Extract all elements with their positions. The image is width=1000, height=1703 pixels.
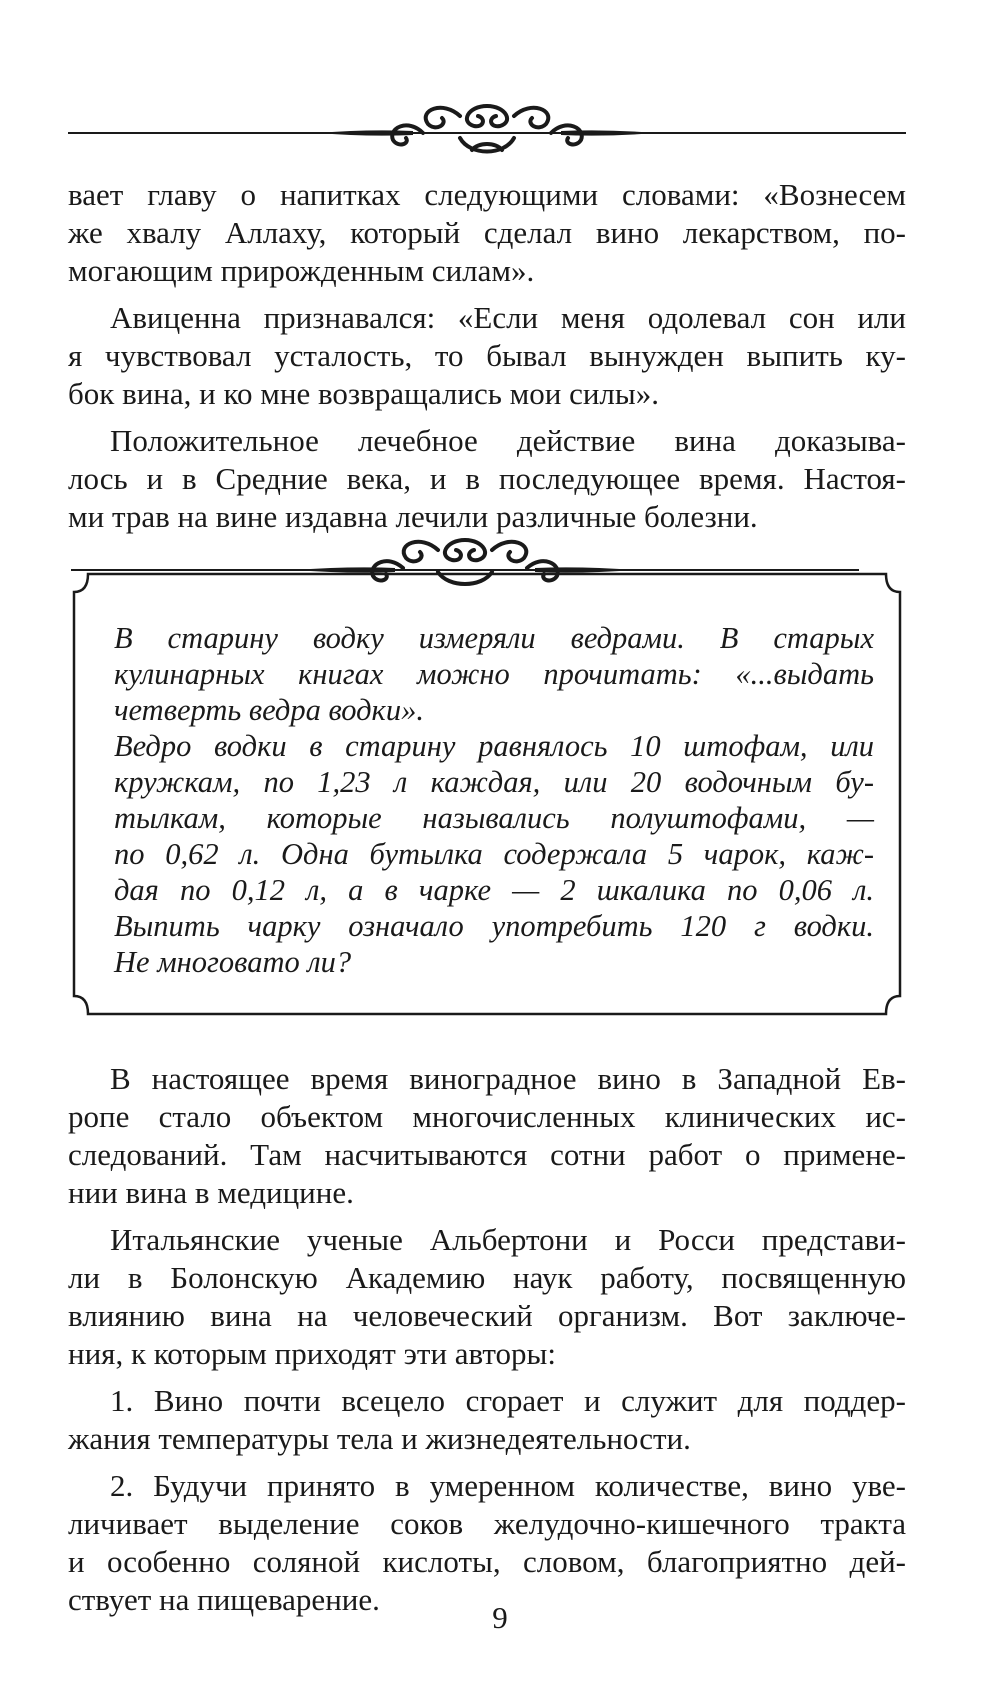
- text-line: ми трав на вине издавна лечили различные болезни.: [68, 499, 758, 534]
- sidebar-line: дая по 0,12 л, а в чарке — 2 шкалика по 0,06 л.: [114, 873, 874, 907]
- sidebar-text: [114, 620, 874, 980]
- text-line: ния, к которым приходят эти авторы:: [68, 1336, 556, 1371]
- text-line: ствует на пищеварение.: [68, 1582, 380, 1617]
- sidebar-line: четверть ведра водки».: [114, 693, 424, 727]
- text-line: жания температуры тела и жизнедеятельности.: [68, 1421, 691, 1456]
- text-line: В настоящее время виноградное вино в Западной Ев-: [110, 1061, 906, 1096]
- body-text-upper: [68, 176, 906, 536]
- paragraph: [68, 1060, 906, 1212]
- text-line: же хвалу Аллаху, который сделал вино лекарством, по-: [68, 215, 906, 250]
- sidebar-line: В старину водку измеряли ведрами. В старых: [114, 621, 874, 655]
- body-text-lower: [68, 1060, 906, 1619]
- text-line: лось и в Средние века, и в последующее время. Настоя-: [68, 461, 906, 496]
- paragraph: [68, 1467, 906, 1619]
- text-line: следований. Там насчитываются сотни работ о примене-: [68, 1137, 906, 1172]
- sidebar-line: Выпить чарку означало употребить 120 г водки.: [114, 909, 874, 943]
- header-ornament: [68, 98, 906, 158]
- sidebar-line: Не многовато ли?: [114, 945, 352, 979]
- sidebar-line: Ведро водки в старину равнялось 10 штофам, или: [114, 729, 874, 763]
- text-line: бок вина, и ко мне возвращались мои силы».: [68, 376, 659, 411]
- text-line: Положительное лечебное действие вина доказыва-: [110, 423, 906, 458]
- paragraph: [68, 299, 906, 413]
- text-line: ли в Болонскую Академию наук работу, посвященную: [68, 1260, 906, 1295]
- text-line: нии вина в медицине.: [68, 1175, 354, 1210]
- text-line: я чувствовал усталость, то бывал вынужден выпить ку-: [68, 338, 906, 373]
- text-line: 2. Будучи принято в умеренном количестве, вино уве-: [110, 1468, 906, 1503]
- text-line: Итальянские ученые Альбертони и Росси представи-: [110, 1222, 906, 1257]
- paragraph: [68, 422, 906, 536]
- sidebar-line: по 0,62 л. Одна бутылка содержала 5 чарок, каж-: [114, 837, 874, 871]
- sidebar-line: тылкам, которые назывались полуштофами, —: [114, 801, 874, 835]
- text-line: и особенно соляной кислоты, словом, благоприятно дей-: [68, 1544, 906, 1579]
- text-line: могающим прирожденным силам».: [68, 253, 535, 288]
- text-line: Авиценна признавался: «Если меня одолевал сон или: [110, 300, 906, 335]
- sidebar-line: кулинарных книгах можно прочитать: «...выдать: [114, 657, 874, 691]
- paragraph: [68, 1382, 906, 1458]
- text-line: личивает выделение соков желудочно-кишечного тракта: [68, 1506, 906, 1541]
- text-line: вает главу о напитках следующими словами: «Вознесем: [68, 177, 906, 212]
- text-line: ропе стало объектом многочисленных клинических ис-: [68, 1099, 906, 1134]
- text-line: влиянию вина на человеческий организм. Вот заключе-: [68, 1298, 906, 1333]
- paragraph: [68, 176, 906, 290]
- paragraph: [68, 1221, 906, 1373]
- sidebar-line: кружкам, по 1,23 л каждая, или 20 водочным бу-: [114, 765, 874, 799]
- page-number: 9: [492, 1600, 508, 1635]
- text-line: 1. Вино почти всецело сгорает и служит для поддер-: [110, 1383, 906, 1418]
